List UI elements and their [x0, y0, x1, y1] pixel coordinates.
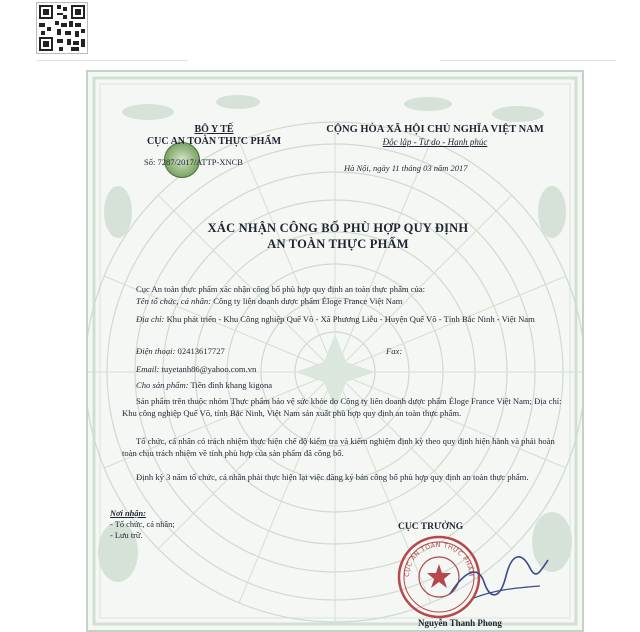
phone-label: Điện thoại: [136, 346, 176, 356]
national-motto: Độc lập - Tự do - Hạnh phúc [382, 137, 488, 147]
signature-icon [444, 542, 554, 612]
address-line [122, 314, 562, 326]
product-label: Cho sản phẩm: [136, 380, 189, 390]
address-value: Khu phát triển - Khu Công nghiệp Quế Võ - Xã Phương Liễu - Huyện Quế Võ - Tỉnh Bắc Ninh - Việt Nam [166, 314, 535, 324]
issue-date: Hà Nội, ngày 11 tháng 03 năm 2017 [344, 163, 468, 173]
top-divider [440, 60, 616, 61]
recipients-label: Nơi nhận: [110, 509, 146, 518]
document-title [128, 220, 548, 252]
paragraph-1: Sản phẩm trên thuộc nhóm Thực phẩm bảo vệ sức khỏe do Công ty liên doanh dược phẩm Éloge France Việt Nam; Địa chỉ: Khu công nghiệp Quế Võ, tỉnh Bắc Ninh, Việt Nam sản xuất phù hợp quy định an toàn thực phẩm. [122, 396, 562, 418]
top-divider [36, 60, 188, 61]
org-label: Tên tổ chức, cá nhân: [136, 296, 212, 306]
recipients-block [110, 508, 175, 541]
ministry-name: BỘ Y TẾ [194, 124, 234, 135]
paragraph-2: Tổ chức, cá nhân có trách nhiệm thực hiện chế độ kiểm tra và kiểm nghiệm định kỳ theo quy định hiện hành và phải hoàn toàn chịu trách nhiệm về tính phù hợp của sản phẩm đã công bố. [122, 436, 555, 458]
signer-name: Nguyễn Thanh Phong [418, 618, 502, 628]
signer-title: CỤC TRƯỞNG [398, 522, 464, 532]
left-header [114, 124, 314, 148]
product-line [122, 380, 562, 392]
department-name: CỤC AN TOÀN THỰC PHẨM [146, 136, 282, 147]
org-value: Công ty liên doanh dược phẩm Éloge France Việt Nam [213, 296, 403, 306]
paragraph-3: Định kỳ 3 năm tổ chức, cá nhân phải thực hiện lại việc đăng ký bản công bố phù hợp quy định an toàn thực phẩm. [136, 472, 529, 482]
certificate-document [86, 70, 584, 632]
recipient-item: - Tổ chức, cá nhân; [110, 520, 175, 529]
email-line [122, 364, 562, 376]
title-line-1: XÁC NHẬN CÔNG BỐ PHÙ HỢP QUY ĐỊNH [207, 221, 469, 235]
org-line [122, 296, 562, 308]
document-number: Số: 7287/2017/ATTP-XNCB [144, 157, 243, 167]
email-value: tuyetanh86@yahoo.com.vn [161, 364, 257, 374]
intro-text: Cục An toàn thực phẩm xác nhận công bố phù hợp quy định an toàn thực phẩm của: [136, 284, 426, 294]
title-line-2: AN TOÀN THỰC PHẨM [267, 237, 409, 251]
phone-value: 02413617727 [177, 346, 225, 356]
recipient-item: - Lưu trữ. [110, 531, 143, 540]
phone-line [122, 346, 562, 358]
svg-text:CỤC AN TOÀN THỰC PHẨM: CỤC AN TOÀN THỰC PHẨM [403, 541, 475, 578]
product-value: Tiền đình khang kigona [190, 380, 273, 390]
country-name: CỘNG HÒA XÃ HỘI CHỦ NGHĨA VIỆT NAM [326, 124, 544, 135]
qr-code-icon [36, 2, 88, 54]
fax-label: Fax: [386, 346, 403, 356]
address-label: Địa chỉ: [136, 314, 165, 324]
right-header [302, 124, 568, 148]
email-label: Email: [136, 364, 160, 374]
